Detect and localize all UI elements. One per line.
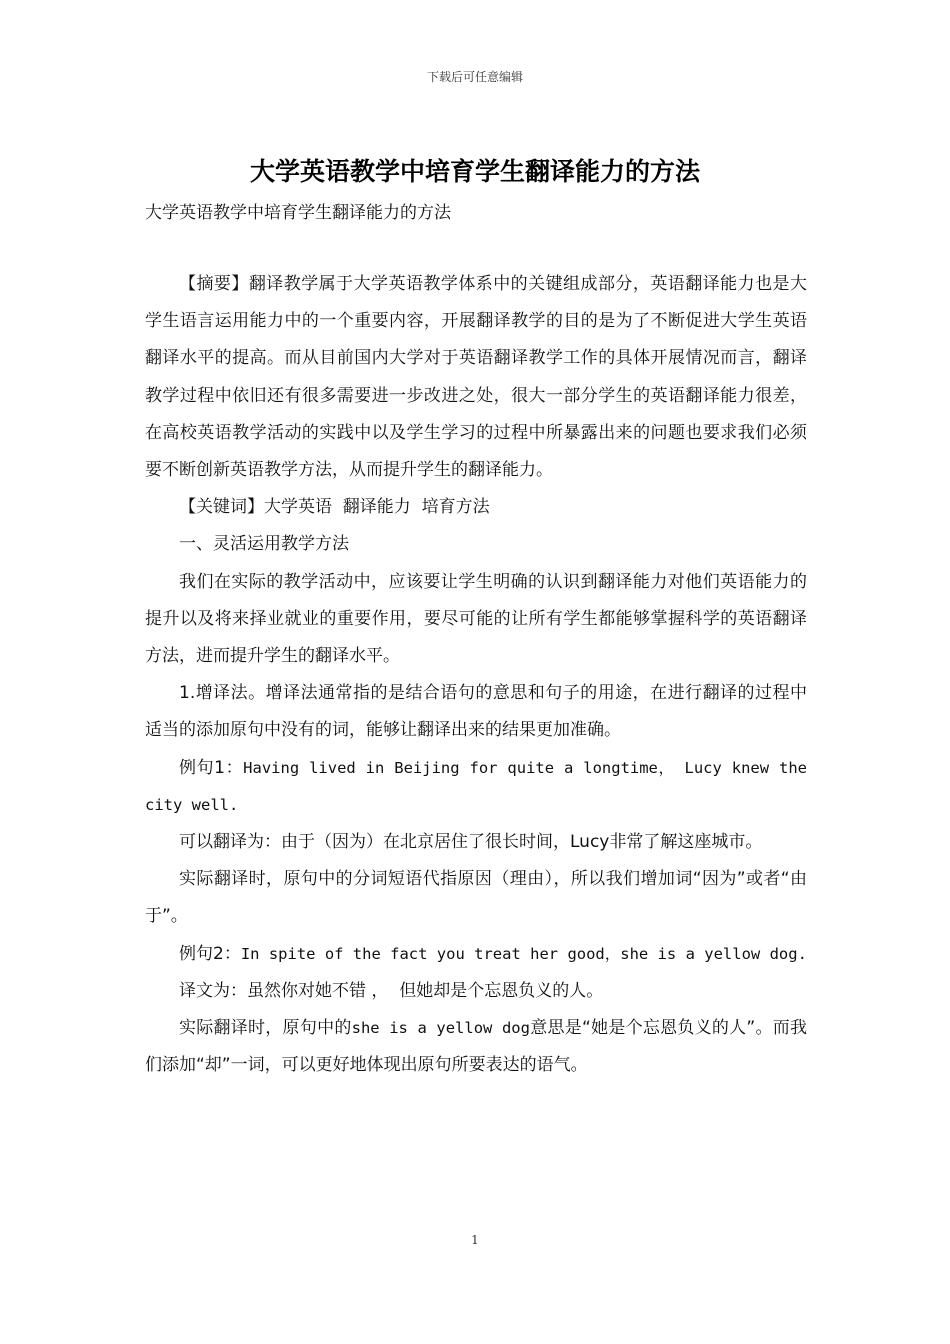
example-1-text: Having lived in Beijing for quite a longtime， Lucy knew the city well. [145, 758, 807, 814]
example-1-paragraph [145, 750, 807, 824]
document-title: 大学英语教学中培育学生翻译能力的方法 [249, 157, 700, 186]
page-header: 下载后可任意编辑 [426, 70, 523, 84]
example-1-translation: 可以翻译为：由于（因为）在北京居住了很长时间，Lucy非常了解这座城市。 [179, 832, 763, 853]
example-2-note-code: she is a yellow dog [351, 1019, 530, 1038]
method-paragraph: 1.增译法。增译法通常指的是结合语句的意思和句子的用途，在进行翻译的过程中适当的添加原句中没有的词，能够让翻译出来的结果更加准确。 [145, 683, 807, 741]
example-2-note [145, 1010, 807, 1084]
example-2-note-start: 实际翻译时，原句中的 [179, 1018, 352, 1039]
section-heading: 一、灵活运用教学方法 [179, 534, 349, 555]
example-1-note: 实际翻译时，原句中的分词短语代指原因（理由），所以我们增加词“因为”或者“由于”。 [145, 869, 807, 927]
example-2-translation: 译文为：虽然你对她不错 ， 但她却是个忘恩负义的人。 [179, 980, 604, 1001]
example-2-paragraph [145, 936, 807, 973]
abstract-paragraph: 【摘要】翻译教学属于大学英语教学体系中的关键组成部分，英语翻译能力也是大学生语言运用能力中的一个重要内容，开展翻译教学的目的是为了不断促进大学生英语翻译水平的提高。而从目前国内大学对于英语翻译教学工作的具体开展情况而言，翻译教学过程中依旧还有很多需要进一步改进之处，很大一部分学生的英语翻译能力很差，在高校英语教学活动的实践中以及学生学习的过程中所暴露出来的问题也要求我们必须要不断创新英语教学方法，从而提升学生的翻译能力。 [145, 274, 807, 481]
example-1-label: 例句1： [179, 757, 244, 778]
intro-paragraph: 我们在实际的教学活动中，应该要让学生明确的认识到翻译能力对他们英语能力的提升以及将来择业就业的重要作用，要尽可能的让所有学生都能够掌握科学的英语翻译方法，进而提升学生的翻译水平。 [145, 571, 807, 667]
example-2-note-end: 意思是“她是个忘恩负义的人”。而我们添加“却”一词，可以更好地体现出原句所要表达的语气。 [145, 1018, 808, 1076]
document-subtitle: 大学英语教学中培育学生翻译能力的方法 [145, 203, 451, 223]
keywords-paragraph: 【关键词】大学英语 翻译能力 培育方法 [179, 497, 490, 518]
example-2-label: 例句2： [179, 943, 241, 964]
page-number: 1 [471, 1233, 479, 1247]
document-body [145, 266, 807, 1084]
example-2-text: In spite of the fact you treat her good，she is a yellow dog. [240, 944, 807, 963]
